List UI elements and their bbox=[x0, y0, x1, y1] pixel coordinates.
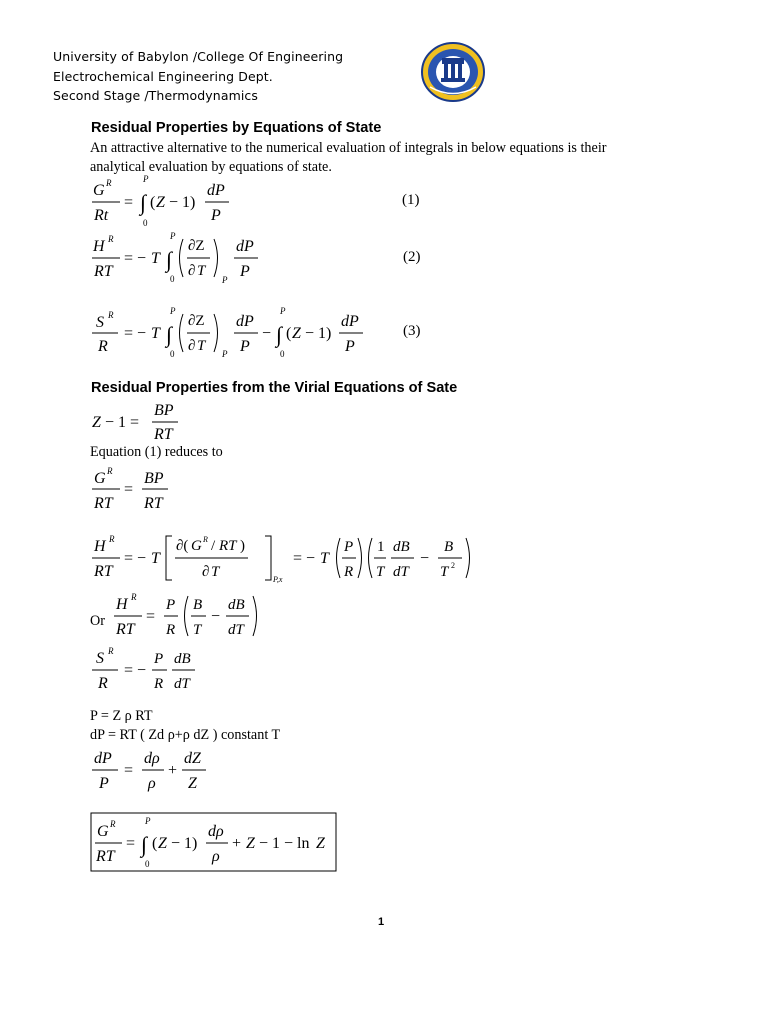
reduces-text: Equation (1) reduces to bbox=[90, 444, 223, 460]
svg-text:∂Z: ∂Z bbox=[188, 313, 205, 329]
svg-text:H: H bbox=[116, 596, 128, 613]
svg-text:T: T bbox=[197, 338, 206, 354]
svg-text:BP: BP bbox=[154, 402, 174, 419]
svg-text:dT: dT bbox=[228, 622, 244, 638]
equation-hr-virial bbox=[88, 530, 478, 588]
svg-text:= −: = − bbox=[124, 550, 147, 567]
svg-text:P: P bbox=[170, 231, 176, 241]
svg-text:Z: Z bbox=[188, 775, 197, 792]
svg-text:+: + bbox=[168, 762, 178, 779]
svg-text:R: R bbox=[110, 819, 116, 829]
svg-text:R: R bbox=[108, 646, 114, 656]
svg-text:P: P bbox=[211, 207, 221, 224]
svg-text:T: T bbox=[197, 263, 206, 279]
svg-text:=: = bbox=[146, 608, 156, 625]
svg-text:dB: dB bbox=[393, 539, 410, 555]
svg-text:dZ: dZ bbox=[184, 750, 201, 767]
equation-sr-virial bbox=[88, 642, 208, 694]
svg-text:= −: = − bbox=[293, 550, 316, 567]
svg-text:P: P bbox=[222, 349, 228, 359]
svg-text:−: − bbox=[262, 325, 272, 342]
svg-text:R: R bbox=[344, 564, 354, 580]
svg-text:T: T bbox=[151, 250, 160, 267]
svg-text:BP: BP bbox=[144, 470, 164, 487]
svg-text:dP: dP bbox=[236, 238, 254, 255]
header-course: Second Stage /Thermodynamics bbox=[53, 88, 259, 103]
svg-text:= −: = − bbox=[124, 325, 147, 342]
svg-text:R: R bbox=[108, 310, 114, 320]
svg-text:P,x: P,x bbox=[273, 575, 283, 584]
svg-text:dP: dP bbox=[236, 313, 254, 330]
svg-text:∫: ∫ bbox=[141, 832, 148, 857]
svg-text:0: 0 bbox=[280, 349, 285, 359]
svg-text:P: P bbox=[280, 306, 286, 316]
svg-text:S: S bbox=[96, 650, 104, 667]
svg-text:T: T bbox=[151, 325, 160, 342]
svg-text:P: P bbox=[344, 539, 354, 555]
svg-text:∂: ∂ bbox=[188, 338, 196, 354]
svg-text:P: P bbox=[143, 174, 149, 184]
page-number: 1 bbox=[378, 916, 385, 928]
svg-text:RT: RT bbox=[96, 848, 115, 865]
svg-text:T: T bbox=[320, 550, 329, 567]
svg-text:RT: RT bbox=[94, 495, 113, 512]
svg-text:RT: RT bbox=[144, 495, 163, 512]
svg-text:(: ( bbox=[150, 194, 156, 211]
svg-text:RT: RT bbox=[154, 426, 173, 443]
header-university: University of Babylon /College Of Engineering bbox=[53, 49, 344, 64]
svg-text:P: P bbox=[145, 816, 151, 826]
svg-text:R: R bbox=[131, 592, 137, 602]
svg-text:Rt: Rt bbox=[94, 207, 109, 224]
equation-gr-boxed bbox=[90, 812, 338, 874]
svg-text:S: S bbox=[96, 314, 104, 331]
svg-text:= −: = − bbox=[124, 250, 147, 267]
svg-text:Z: Z bbox=[246, 835, 255, 852]
svg-text:H: H bbox=[93, 238, 105, 255]
svg-text:T: T bbox=[193, 622, 202, 638]
equation-dp-differential: dP = RT ( Zd ρ+ρ dZ ) constant T bbox=[90, 727, 281, 743]
svg-text:T: T bbox=[151, 550, 160, 567]
svg-text:P: P bbox=[99, 775, 109, 792]
svg-text:RT: RT bbox=[219, 538, 237, 554]
svg-text:P: P bbox=[240, 263, 250, 280]
svg-text:2: 2 bbox=[451, 561, 455, 570]
svg-text:ρ: ρ bbox=[148, 775, 156, 792]
equation-2 bbox=[88, 231, 278, 289]
svg-text:=: = bbox=[124, 481, 134, 498]
svg-text:dT: dT bbox=[174, 676, 190, 692]
svg-text:∫: ∫ bbox=[166, 322, 173, 347]
svg-text:RT: RT bbox=[94, 263, 113, 280]
svg-text:R: R bbox=[98, 675, 108, 692]
equation-3-number: (3) bbox=[403, 323, 421, 339]
header-department: Electrochemical Engineering Dept. bbox=[53, 68, 273, 84]
svg-text:Z: Z bbox=[156, 194, 165, 211]
svg-text:(: ( bbox=[286, 325, 292, 342]
svg-text:− 1): − 1) bbox=[171, 835, 198, 852]
svg-text:dρ: dρ bbox=[208, 823, 224, 840]
svg-text:∫: ∫ bbox=[276, 322, 283, 347]
svg-text:− 1): − 1) bbox=[169, 194, 196, 211]
university-seal-logo bbox=[420, 42, 486, 102]
svg-text:dP: dP bbox=[207, 182, 225, 199]
svg-text:RT: RT bbox=[116, 621, 135, 638]
svg-text:∫: ∫ bbox=[140, 190, 147, 215]
svg-text:dT: dT bbox=[393, 564, 409, 580]
equation-dp-over-p bbox=[88, 742, 218, 796]
svg-text:/: / bbox=[211, 538, 216, 554]
or-text: Or bbox=[90, 613, 105, 629]
svg-text:R: R bbox=[203, 535, 208, 544]
svg-text:(: ( bbox=[152, 835, 158, 852]
svg-text:∂Z: ∂Z bbox=[188, 238, 205, 254]
svg-text:P: P bbox=[345, 338, 355, 355]
equation-3 bbox=[88, 305, 378, 363]
svg-text:H: H bbox=[94, 538, 106, 555]
svg-text:Z: Z bbox=[92, 414, 101, 431]
equation-2-number: (2) bbox=[403, 249, 421, 265]
svg-text:P: P bbox=[222, 275, 228, 285]
svg-text:T: T bbox=[376, 564, 385, 580]
svg-text:− 1 =: − 1 = bbox=[105, 414, 140, 431]
svg-text:∫: ∫ bbox=[166, 247, 173, 272]
svg-text:=: = bbox=[124, 194, 134, 211]
svg-text:∂: ∂ bbox=[188, 263, 196, 279]
svg-text:G: G bbox=[191, 538, 202, 554]
svg-text:P: P bbox=[240, 338, 250, 355]
equation-hr-simplified bbox=[110, 588, 270, 642]
svg-text:ρ: ρ bbox=[212, 848, 220, 865]
svg-text:P: P bbox=[154, 651, 164, 667]
svg-text:Z: Z bbox=[316, 835, 325, 852]
svg-text:G: G bbox=[97, 823, 109, 840]
svg-text:∂(: ∂( bbox=[176, 538, 189, 554]
svg-text:dB: dB bbox=[228, 597, 245, 613]
svg-text:P: P bbox=[166, 597, 176, 613]
equation-1-number: (1) bbox=[402, 192, 420, 208]
svg-text:T: T bbox=[440, 564, 449, 580]
svg-text:=: = bbox=[126, 835, 136, 852]
svg-text:=: = bbox=[124, 762, 134, 779]
svg-text:T: T bbox=[211, 564, 220, 580]
svg-text:B: B bbox=[444, 539, 454, 555]
svg-text:dB: dB bbox=[174, 651, 191, 667]
svg-text:G: G bbox=[94, 470, 106, 487]
svg-text:0: 0 bbox=[143, 218, 148, 228]
equation-1 bbox=[88, 172, 248, 232]
equation-p-zrt: P = Z ρ RT bbox=[90, 708, 153, 724]
equation-virial-z bbox=[88, 398, 188, 444]
svg-text:dP: dP bbox=[341, 313, 359, 330]
equation-gr-virial bbox=[88, 462, 188, 514]
svg-text:R: R bbox=[166, 622, 176, 638]
svg-text:dρ: dρ bbox=[144, 750, 160, 767]
svg-text:+: + bbox=[232, 835, 242, 852]
svg-text:R: R bbox=[106, 178, 112, 188]
svg-text:R: R bbox=[98, 338, 108, 355]
svg-text:R: R bbox=[109, 534, 115, 544]
svg-text:= −: = − bbox=[124, 662, 147, 679]
svg-text:− 1): − 1) bbox=[305, 325, 332, 342]
svg-text:Z: Z bbox=[158, 835, 167, 852]
svg-text:− 1 − ln: − 1 − ln bbox=[259, 835, 310, 852]
svg-text:0: 0 bbox=[145, 859, 150, 869]
svg-text:R: R bbox=[154, 676, 164, 692]
svg-text:RT: RT bbox=[94, 563, 113, 580]
document-header bbox=[53, 47, 343, 106]
svg-text:R: R bbox=[107, 466, 113, 476]
svg-text:P: P bbox=[170, 306, 176, 316]
svg-text:−: − bbox=[420, 550, 430, 567]
svg-text:1: 1 bbox=[377, 539, 385, 555]
intro-line-2: analytical evaluation by equations of state. bbox=[90, 159, 332, 175]
svg-text:−: − bbox=[211, 608, 221, 625]
svg-text:G: G bbox=[93, 182, 105, 199]
svg-text:dP: dP bbox=[94, 750, 112, 767]
svg-text:B: B bbox=[193, 597, 203, 613]
section-heading-virial: Residual Properties from the Virial Equations of Sate bbox=[91, 380, 458, 396]
intro-line-1: An attractive alternative to the numerical evaluation of integrals in below equations is their bbox=[90, 140, 607, 156]
svg-text:Z: Z bbox=[292, 325, 301, 342]
section-heading-eos: Residual Properties by Equations of State bbox=[91, 120, 382, 136]
svg-text:0: 0 bbox=[170, 274, 175, 284]
svg-text:∂: ∂ bbox=[202, 564, 210, 580]
svg-text:0: 0 bbox=[170, 349, 175, 359]
svg-text:R: R bbox=[108, 234, 114, 244]
svg-text:): ) bbox=[240, 538, 245, 554]
